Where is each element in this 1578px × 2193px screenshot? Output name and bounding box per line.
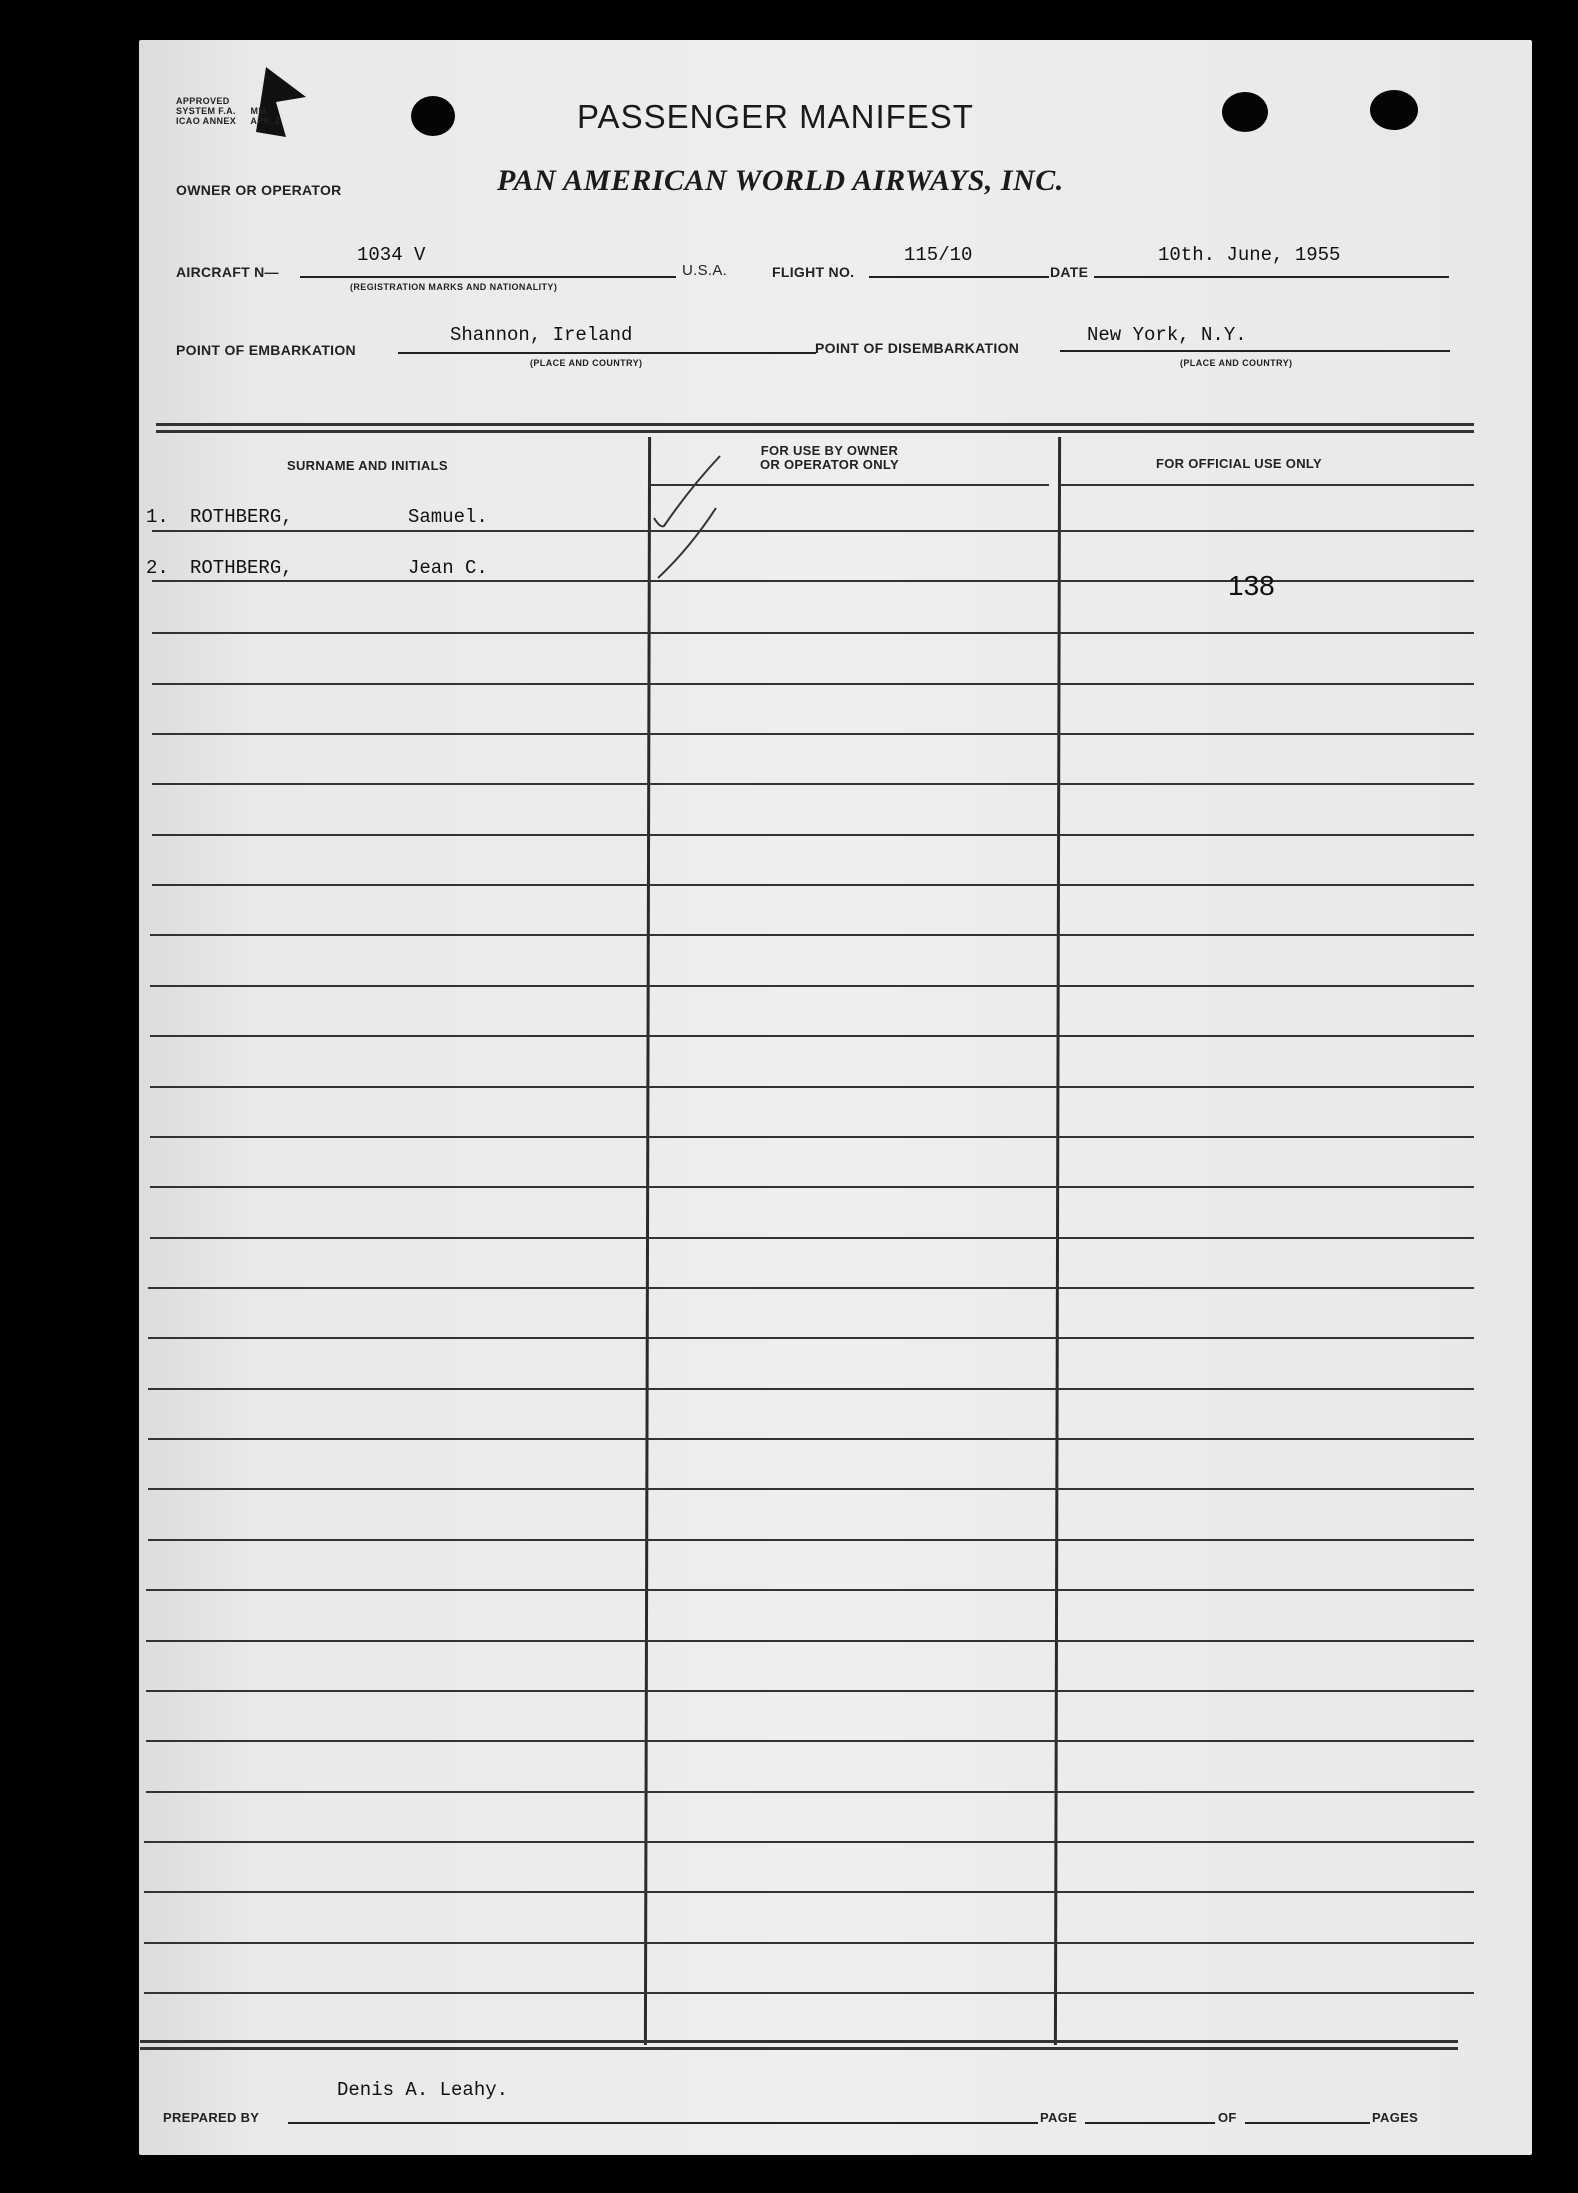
punch-hole-right-1 [1222, 92, 1268, 132]
of-label: OF [1218, 2110, 1237, 2125]
aircraft-underline [300, 276, 676, 278]
flight-value: 115/10 [904, 244, 973, 266]
page-underline [1085, 2122, 1215, 2124]
table-top-rule-2 [156, 430, 1474, 433]
punch-hole-right-2 [1370, 90, 1418, 130]
prepared-by-value: Denis A. Leahy. [337, 2079, 509, 2101]
disembarkation-label: POINT OF DISEMBARKATION [815, 340, 1020, 356]
embarkation-sub: (PLACE AND COUNTRY) [530, 358, 643, 368]
flight-underline [869, 276, 1049, 278]
passenger-surname: ROTHBERG, [190, 506, 293, 528]
passenger-number: 1. [146, 506, 169, 528]
table-bottom-rule-1 [140, 2040, 1458, 2043]
passenger-given-name: Samuel. [408, 506, 488, 528]
prepared-by-label: PREPARED BY [163, 2110, 260, 2125]
column-header-owner-use: FOR USE BY OWNER OR OPERATOR ONLY [760, 443, 899, 472]
date-value: 10th. June, 1955 [1158, 244, 1341, 266]
column-header-surname: SURNAME AND INITIALS [287, 458, 448, 473]
flight-label: FLIGHT NO. [772, 264, 855, 280]
embarkation-value: Shannon, Ireland [450, 324, 633, 346]
date-label: DATE [1050, 264, 1089, 280]
passenger-number: 2. [146, 557, 169, 579]
of-underline [1245, 2122, 1370, 2124]
approval-block: APPROVED SYSTEM F.A. MM. ICAO ANNEX APP. 2 [176, 96, 281, 126]
punch-hole-left [411, 96, 455, 136]
passenger-given-name: Jean C. [408, 557, 488, 579]
column-header-official: FOR OFFICIAL USE ONLY [1156, 456, 1322, 471]
owner-label: OWNER OR OPERATOR [176, 182, 342, 198]
embarkation-label: POINT OF EMBARKATION [176, 342, 356, 358]
page-title: PASSENGER MANIFEST [577, 98, 974, 135]
table-top-rule-1 [156, 423, 1474, 426]
disembarkation-value: New York, N.Y. [1087, 324, 1247, 346]
official-note: 138 [1228, 570, 1275, 601]
date-underline [1094, 276, 1449, 278]
page-label: PAGE [1040, 2110, 1078, 2125]
disembarkation-sub: (PLACE AND COUNTRY) [1180, 358, 1293, 368]
aircraft-label: AIRCRAFT N— [176, 264, 279, 280]
embarkation-underline [398, 352, 816, 354]
prepared-by-underline [288, 2122, 1038, 2124]
check-mark-icon [650, 448, 730, 588]
owner-value: PAN AMERICAN WORLD AIRWAYS, INC. [497, 164, 1064, 197]
country-label: U.S.A. [682, 262, 728, 279]
pages-label: PAGES [1372, 2110, 1419, 2125]
aircraft-value: 1034 V [357, 244, 426, 266]
disembarkation-underline [1060, 350, 1450, 352]
aircraft-sub: (REGISTRATION MARKS AND NATIONALITY) [350, 282, 558, 292]
passenger-surname: ROTHBERG, [190, 557, 293, 579]
table-bottom-rule-2 [140, 2047, 1458, 2050]
